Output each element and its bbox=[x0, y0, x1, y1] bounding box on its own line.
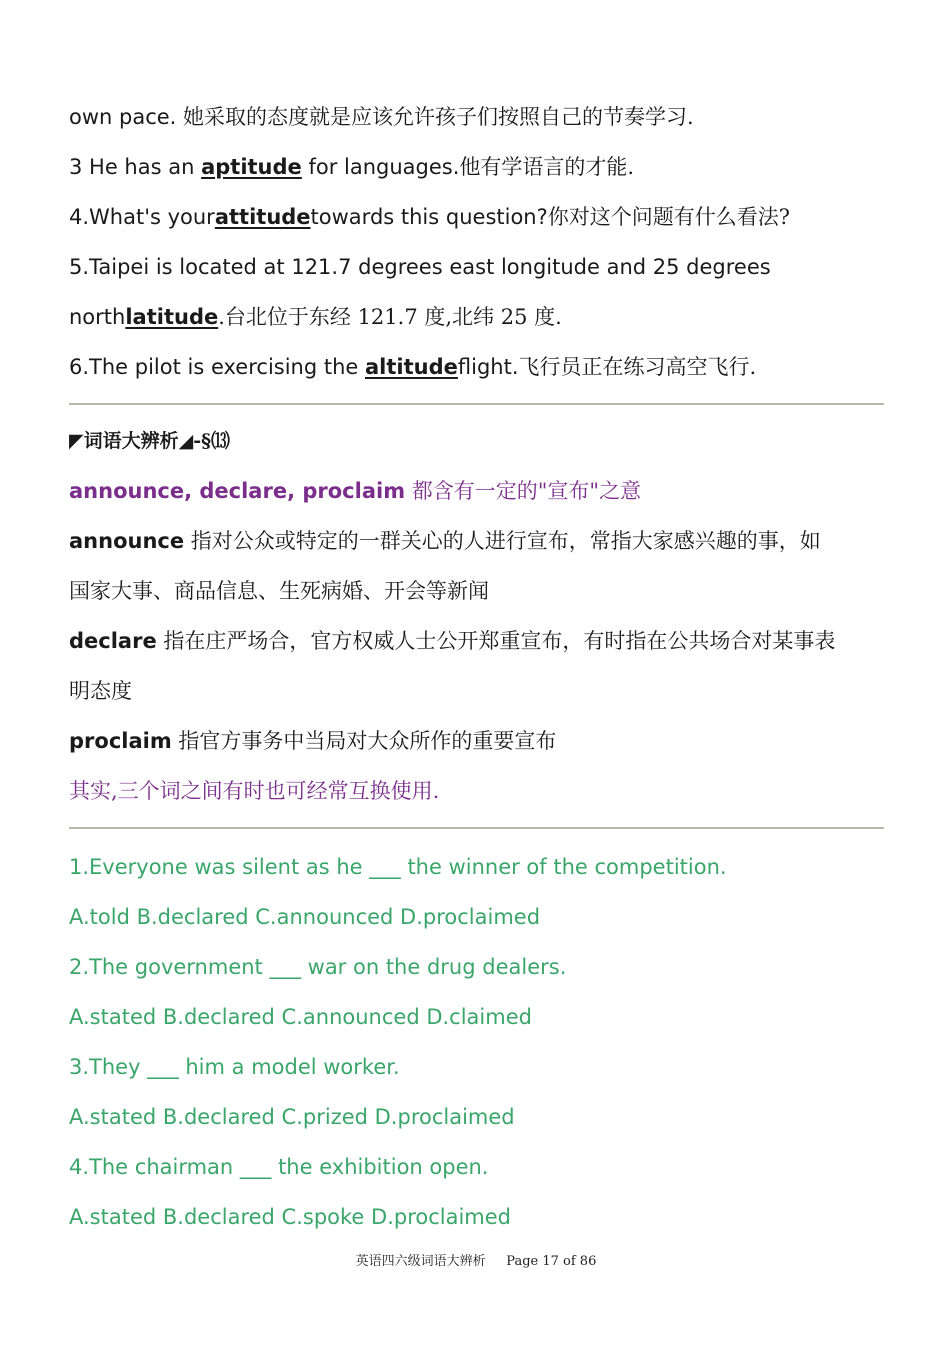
section-heading: ◤词语大辨析◢-§⒀ bbox=[69, 430, 231, 452]
declare-definition bbox=[69, 628, 892, 654]
word-proclaim: proclaim bbox=[69, 729, 172, 753]
example-en: for languages. bbox=[301, 155, 460, 179]
usage-note: 其实,三个词之间有时也可经常互换使用. bbox=[69, 779, 440, 803]
exercise-question: 1.Everyone was silent as he ___ the winner of the competition. bbox=[69, 855, 727, 879]
intro-words: announce, declare, proclaim bbox=[69, 479, 406, 503]
example-en: towards this question? bbox=[310, 205, 548, 229]
keyword-altitude: altitude bbox=[365, 355, 458, 379]
declare-definition-cont: 明态度 bbox=[69, 679, 132, 703]
example-en: north bbox=[69, 305, 126, 329]
definition-text: 指在庄严场合，官方权威人士公开郑重宣布，有时指在公共场合对某事表 bbox=[156, 629, 836, 653]
keyword-latitude: latitude bbox=[125, 305, 219, 329]
exercise-options: A.stated B.declared C.spoke D.proclaimed bbox=[69, 1205, 512, 1229]
divider bbox=[69, 827, 884, 829]
example-line-4 bbox=[69, 254, 892, 280]
exercise-question: 4.The chairman ___ the exhibition open. bbox=[69, 1155, 489, 1179]
exercise-options: A.stated B.declared C.announced D.claimed bbox=[69, 1005, 532, 1029]
example-line-3 bbox=[69, 204, 892, 230]
page-footer: 英语四六级词语大辨析 Page 17 of 86 bbox=[355, 1254, 597, 1269]
example-en: flight. bbox=[457, 355, 519, 379]
example-en: 4.What's your bbox=[69, 205, 215, 229]
example-en: own pace. bbox=[69, 105, 184, 129]
exercise-options: A.told B.declared C.announced D.proclaimed bbox=[69, 905, 541, 929]
keyword-attitude: attitude bbox=[214, 205, 311, 229]
proclaim-definition bbox=[69, 728, 892, 754]
example-cn: 她采取的态度就是应该允许孩子们按照自己的节奏学习. bbox=[183, 105, 694, 129]
example-cn: .台北位于东经 121.7 度,北纬 25 度. bbox=[218, 305, 562, 329]
exercise-question: 3.They ___ him a model worker. bbox=[69, 1055, 400, 1079]
exercise-options: A.stated B.declared C.prized D.proclaimed bbox=[69, 1105, 515, 1129]
example-line-5 bbox=[69, 304, 892, 330]
word-declare: declare bbox=[69, 629, 157, 653]
divider bbox=[69, 403, 884, 405]
definition-text: 指对公众或特定的一群关心的人进行宣布，常指大家感兴趣的事，如 bbox=[184, 529, 821, 553]
example-line-1 bbox=[69, 104, 892, 130]
example-en: 6.The pilot is exercising the bbox=[69, 355, 366, 379]
exercise-question: 2.The government ___ war on the drug dealers. bbox=[69, 955, 567, 979]
intro-meaning: 都含有一定的"宣布"之意 bbox=[405, 479, 642, 503]
example-cn: 你对这个问题有什么看法? bbox=[547, 205, 791, 229]
announce-definition bbox=[69, 528, 892, 554]
example-line-2 bbox=[69, 154, 892, 180]
example-cn: 他有学语言的才能. bbox=[459, 155, 635, 179]
example-en: 5.Taipei is located at 121.7 degrees east longitude and 25 degrees bbox=[69, 255, 771, 279]
definition-text: 指官方事务中当局对大众所作的重要宣布 bbox=[171, 729, 557, 753]
word-announce: announce bbox=[69, 529, 185, 553]
keyword-aptitude: aptitude bbox=[201, 155, 302, 179]
example-cn: 飞行员正在练习高空飞行. bbox=[518, 355, 757, 379]
example-line-6 bbox=[69, 354, 892, 380]
section-intro bbox=[69, 478, 892, 504]
example-en: 3 He has an bbox=[69, 155, 202, 179]
announce-definition-cont: 国家大事、商品信息、生死病婚、开会等新闻 bbox=[69, 579, 489, 603]
